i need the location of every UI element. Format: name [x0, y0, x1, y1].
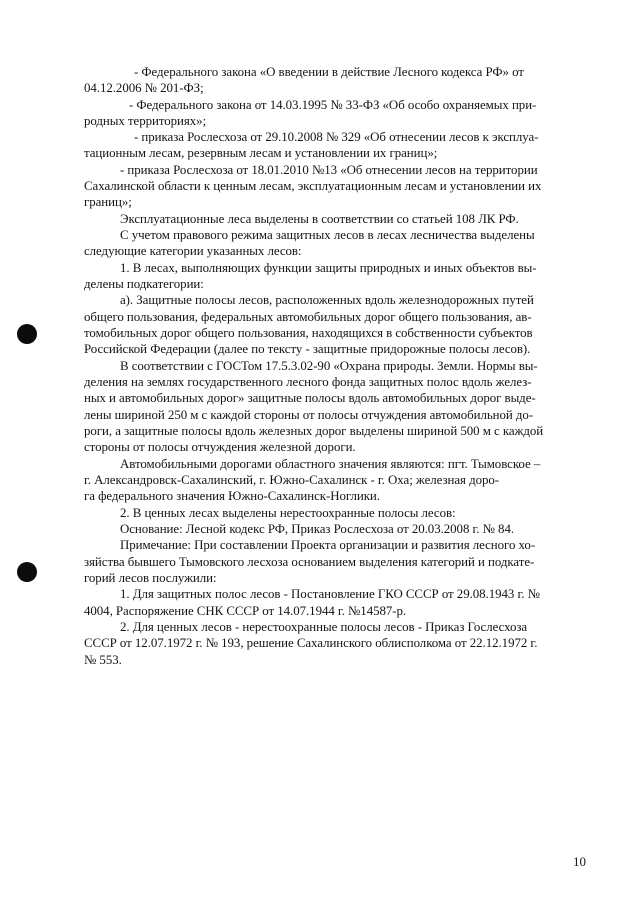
text-line: тационным лесам, резервным лесам и установлении их границ»; [84, 146, 438, 160]
text-line: стороны от полосы отчуждения железной дороги. [84, 440, 356, 454]
text-line: Автомобильными дорогами областного значения являются: пгт. Тымовское – [120, 457, 541, 471]
text-line: СССР от 12.07.1972 г. № 193, решение Сахалинского облисполкома от 22.12.1972 г. [84, 636, 538, 650]
text-line: Эксплуатационные леса выделены в соответствии со статьей 108 ЛК РФ. [120, 212, 519, 226]
text-line: га федерального значения Южно-Сахалинск-Ноглики. [84, 489, 380, 503]
text-line: г. Александровск-Сахалинский, г. Южно-Сахалинск - г. Оха; железная доро- [84, 473, 500, 487]
text-line: С учетом правового режима защитных лесов в лесах лесничества выделены [120, 228, 535, 242]
text-line: - приказа Рослесхоза от 18.01.2010 №13 «Об отнесении лесов на территории [120, 163, 538, 177]
text-line: 1. В лесах, выполняющих функции защиты природных и иных объектов вы- [120, 261, 537, 275]
text-line: - приказа Рослесхоза от 29.10.2008 № 329 «Об отнесении лесов к эксплуа- [134, 130, 539, 144]
text-line: Основание: Лесной кодекс РФ, Приказ Рослесхоза от 20.03.2008 г. № 84. [120, 522, 515, 536]
text-line: - Федерального закона «О введении в действие Лесного кодекса РФ» от [134, 65, 524, 79]
text-line: 2. В ценных лесах выделены нерестоохранные полосы лесов: [120, 506, 456, 520]
text-line: Сахалинской области к ценным лесам, эксплуатационным лесам и установлении их [84, 179, 542, 193]
page-number: 10 [573, 854, 586, 869]
text-line: 04.12.2006 № 201-ФЗ; [84, 81, 204, 95]
text-line: Примечание: При составлении Проекта организации и развития лесного хо- [120, 538, 536, 552]
text-line: следующие категории указанных лесов: [84, 244, 302, 258]
text-line: а). Защитные полосы лесов, расположенных вдоль железнодорожных путей [120, 293, 534, 307]
text-line: - Федерального закона от 14.03.1995 № 33-ФЗ «Об особо охраняемых при- [129, 98, 537, 112]
text-line: родных территориях»; [84, 114, 207, 128]
text-line: зяйства бывшего Тымовского лесхоза основанием выделения категорий и подкате- [84, 555, 535, 569]
punch-hole-top [17, 324, 37, 344]
text-line: В соответствии с ГОСТом 17.5.3.02-90 «Охрана природы. Земли. Нормы вы- [120, 359, 538, 373]
text-line: 4004, Распоряжение СНК СССР от 14.07.1944 г. №14587-р. [84, 604, 407, 618]
text-line: ных и автомобильных дорог» защитные полосы вдоль автомобильных дорог выде- [84, 391, 536, 405]
punch-hole-bottom [17, 562, 37, 582]
text-line: лены шириной 250 м с каждой стороны от полосы отчуждения автомобильной до- [84, 408, 534, 422]
text-line: деления на землях государственного лесного фонда защитных полос вдоль желез- [84, 375, 532, 389]
text-line: Российской Федерации (далее по тексту - защитные придорожные полосы лесов). [84, 342, 531, 356]
text-line: роги, а защитные полосы вдоль железных дорог выделены шириной 500 м с каждой [84, 424, 544, 438]
text-line: границ»; [84, 195, 132, 209]
text-line: делены подкатегории: [84, 277, 204, 291]
text-line: № 553. [84, 653, 122, 667]
text-line: томобильных дорог общего пользования, находящихся в собственности субъектов [84, 326, 533, 340]
text-line: 2. Для ценных лесов - нерестоохранные полосы лесов - Приказ Гослесхоза [120, 620, 528, 634]
text-line: 1. Для защитных полос лесов - Постановление ГКО СССР от 29.08.1943 г. № [120, 587, 540, 601]
text-line: горий лесов послужили: [84, 571, 217, 585]
text-line: общего пользования, федеральных автомобильных дорог общего пользования, ав- [84, 310, 532, 324]
